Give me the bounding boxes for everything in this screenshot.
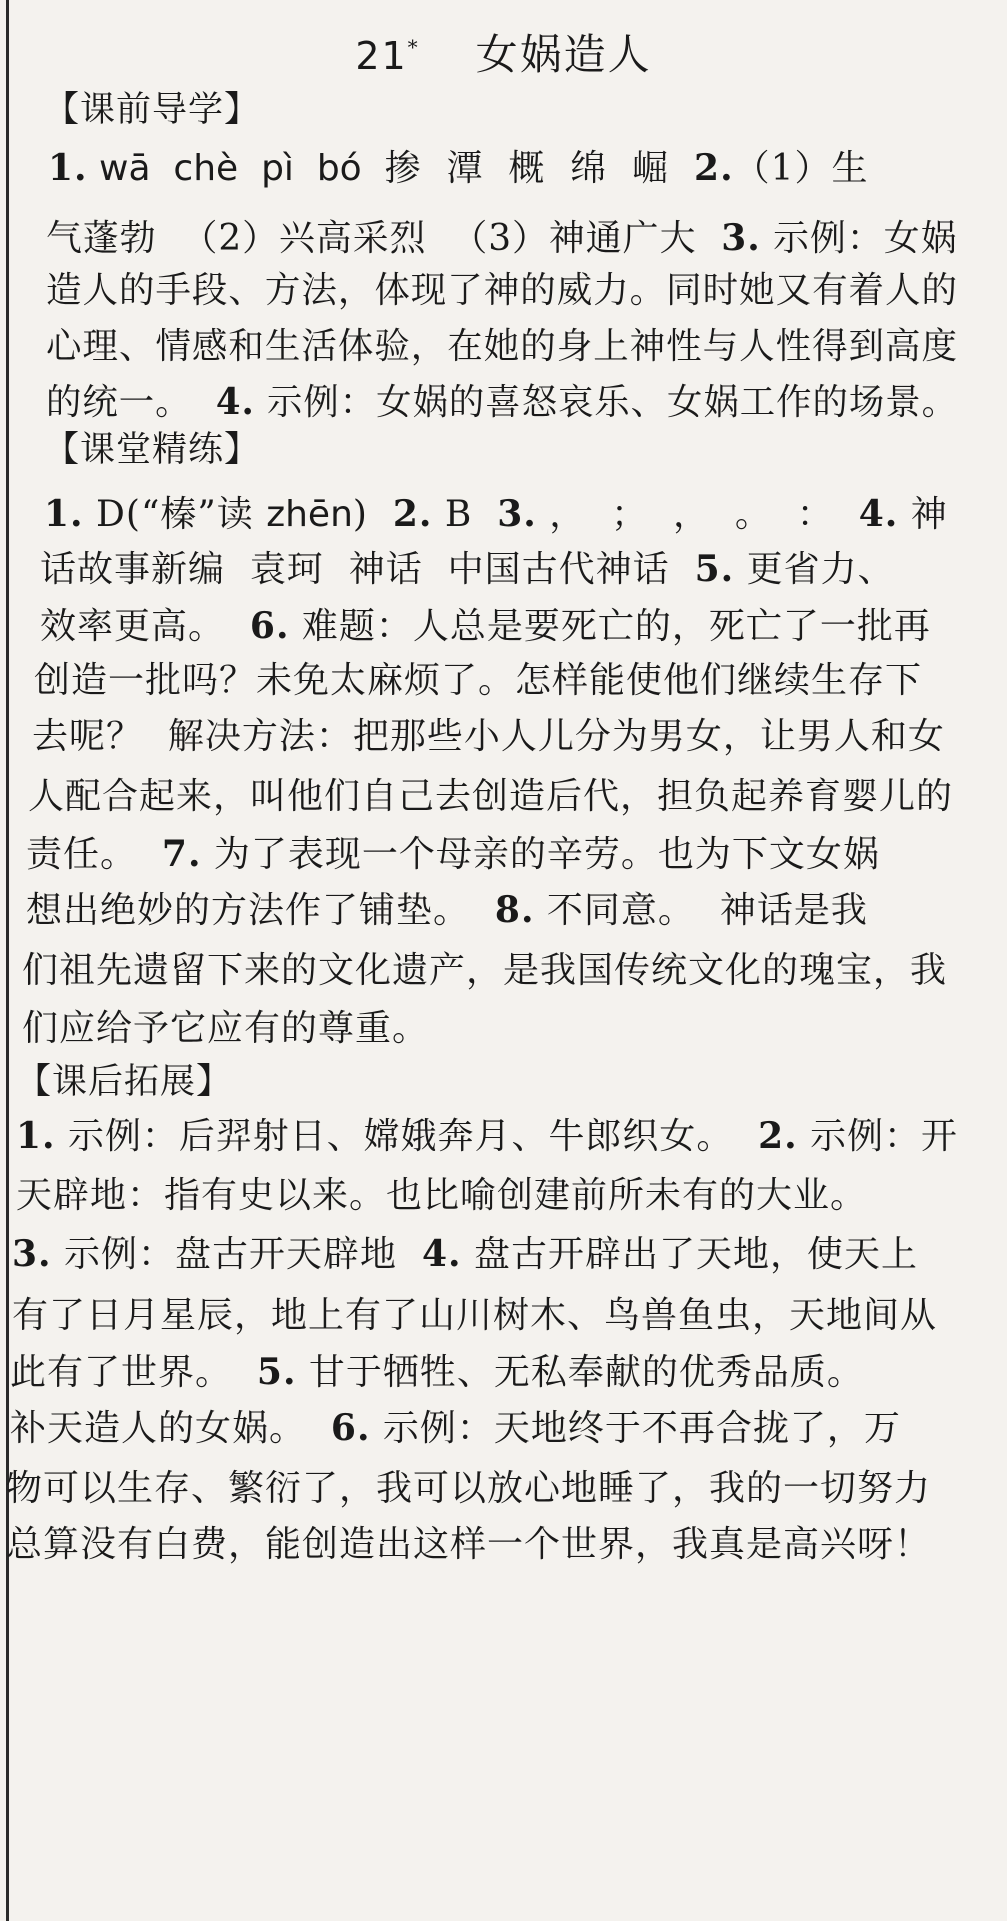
section-heading: 【课堂精练】 xyxy=(44,430,261,470)
text-line xyxy=(6,1516,931,1567)
text-line xyxy=(12,1287,937,1338)
answer-text: ) xyxy=(352,494,393,535)
item-number: 3. xyxy=(721,217,761,259)
answer-text: 补天造人的女娲。 xyxy=(10,1408,331,1449)
answer-text: 难题：人总是要死亡的，死亡了一批再 xyxy=(289,606,931,647)
answer-text: 创造一批吗？未免太麻烦了。怎样能使他们继续生存下 xyxy=(34,660,923,701)
item-number: 4. xyxy=(858,493,899,535)
text-line xyxy=(28,768,953,819)
item-number: 8. xyxy=(494,889,535,931)
text-line xyxy=(6,1460,931,1511)
answer-text: 盘古开辟出了天地，使天上 xyxy=(461,1234,918,1275)
item-number: 6. xyxy=(249,605,290,647)
item-number: 1. xyxy=(16,1115,56,1157)
answer-text: 示例：女娲的喜怒哀乐、女娲工作的场景。 xyxy=(254,382,958,423)
item-number: 3. xyxy=(497,493,537,535)
item-number: 6. xyxy=(330,1407,371,1449)
lesson-title: 女娲造人 xyxy=(475,30,652,79)
answer-text: 示例：开 xyxy=(797,1116,958,1157)
answer-text: 不同意。 神话是我 xyxy=(534,890,868,931)
answer-text: 气蓬勃 （2）兴高采烈 （3）神通广大 xyxy=(46,218,722,259)
text-line xyxy=(16,1108,958,1159)
item-number: 1. xyxy=(44,493,84,535)
text-line xyxy=(44,486,948,537)
answer-text: 为了表现一个母亲的辛劳。也为下文女娲 xyxy=(201,834,880,875)
item-number: 2. xyxy=(694,147,734,189)
item-number: 2. xyxy=(392,493,433,535)
answer-text: 总算没有白费，能创造出这样一个世界，我真是高兴呀！ xyxy=(6,1524,932,1565)
answer-text: 效率更高。 xyxy=(40,606,250,647)
text-line xyxy=(12,1226,918,1277)
answer-text: 示例：天地终于不再合拢了，万 xyxy=(370,1408,901,1449)
answer-text: 更省力、 xyxy=(734,549,895,590)
page-binding-edge xyxy=(6,0,9,1921)
lesson-star-mark: * xyxy=(407,35,420,59)
pinyin-text: wā chè pì bó xyxy=(87,148,385,189)
item-number: 2. xyxy=(758,1115,798,1157)
text-line xyxy=(46,262,958,313)
text-line xyxy=(40,541,895,592)
item-number: 3. xyxy=(12,1233,52,1275)
text-line xyxy=(34,652,922,703)
answer-text: 示例：女娲 xyxy=(760,218,958,259)
answer-text: 人配合起来，叫他们自己去创造后代，担负起养育婴儿的 xyxy=(28,776,954,817)
answer-text: 去呢？ 解决方法：把那些小人儿分为男女，让男人和女 xyxy=(32,716,945,757)
answer-text: 示例：后羿射日、嫦娥奔月、牛郎织女。 xyxy=(55,1116,759,1157)
item-number: 5. xyxy=(694,548,735,590)
answer-text: 物可以生存、繁衍了，我可以放心地睡了，我的一切努力 xyxy=(6,1468,932,1509)
page-title xyxy=(0,22,1007,82)
answer-text: 造人的手段、方法，体现了神的威力。同时她又有着人的 xyxy=(46,270,959,311)
section-heading: 【课前导学】 xyxy=(44,90,261,130)
answer-text: 甘于牺牲、无私奉献的优秀品质。 xyxy=(296,1352,864,1393)
answer-text: 有了日月星辰，地上有了山川树木、鸟兽鱼虫，天地间从 xyxy=(12,1295,938,1336)
text-line xyxy=(10,1400,901,1451)
answer-text: 想出绝妙的方法作了铺垫。 xyxy=(26,890,495,931)
text-line xyxy=(32,708,945,759)
lesson-number: 21 xyxy=(355,34,408,78)
text-line xyxy=(26,826,880,877)
answer-text: 话故事新编 袁珂 神话 中国古代神话 xyxy=(40,549,695,590)
text-line xyxy=(46,374,958,425)
answer-text: 天辟地：指有史以来。也比喻创建前所未有的大业。 xyxy=(16,1175,868,1216)
answer-text: ， ； ， 。 ： xyxy=(536,494,859,535)
answer-text: 此有了世界。 xyxy=(10,1352,257,1393)
text-line xyxy=(16,1167,867,1218)
text-line xyxy=(22,1000,429,1051)
item-number: 4. xyxy=(215,381,255,423)
item-number: 7. xyxy=(161,833,202,875)
answer-text: 掺 潭 概 绵 崛 xyxy=(384,148,695,189)
answer-text: 示例：盘古开天辟地 xyxy=(51,1234,422,1275)
answer-text: 心理、情感和生活体验，在她的身上神性与人性得到高度 xyxy=(46,326,959,367)
item-number: 5. xyxy=(256,1351,297,1393)
section-heading: 【课后拓展】 xyxy=(16,1062,233,1102)
item-number: 4. xyxy=(421,1233,462,1275)
answer-text: D(“榛”读 xyxy=(83,494,267,535)
answer-text: 的统一。 xyxy=(46,382,216,423)
text-line xyxy=(46,210,958,261)
answer-text: 们祖先遗留下来的文化遗产，是我国传统文化的瑰宝，我 xyxy=(22,950,948,991)
answer-text: 责任。 xyxy=(26,834,162,875)
answer-text: B xyxy=(432,494,498,535)
answer-text: 神 xyxy=(898,494,948,535)
text-line xyxy=(46,318,958,369)
answer-text: 们应给予它应有的尊重。 xyxy=(22,1008,430,1049)
text-line xyxy=(22,942,947,993)
item-number: 1. xyxy=(48,147,88,189)
text-line xyxy=(48,140,869,191)
pinyin-text: zhēn xyxy=(266,494,353,535)
text-line xyxy=(26,882,868,933)
text-line xyxy=(10,1344,864,1395)
answer-text: （1）生 xyxy=(733,148,869,189)
text-line xyxy=(40,598,931,649)
